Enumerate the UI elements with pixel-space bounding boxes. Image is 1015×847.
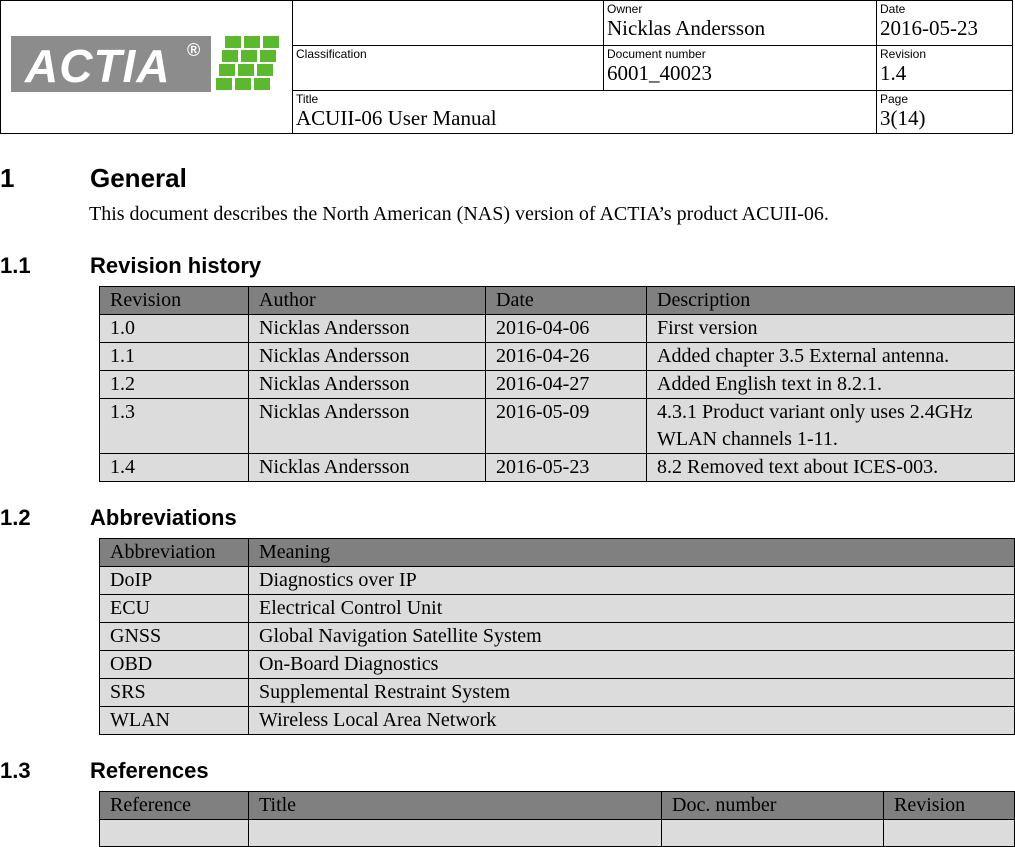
title-cell: [293, 91, 877, 134]
table-cell: Added chapter 3.5 External antenna.: [647, 343, 1015, 371]
table-cell: 1.4: [100, 454, 249, 482]
table-cell: Supplemental Restraint System: [249, 679, 1015, 707]
actia-logo: [11, 32, 283, 98]
table-cell: GNSS: [100, 623, 249, 651]
column-header: Revision: [100, 287, 249, 315]
column-header: Abbreviation: [100, 539, 249, 567]
page-value: 3(14): [880, 106, 926, 130]
table-cell: 2016-04-27: [486, 371, 647, 399]
table-row: [100, 399, 1015, 454]
table-header-row: [100, 792, 1015, 820]
section-number: 1.3: [0, 758, 31, 783]
table-cell: Electrical Control Unit: [249, 595, 1015, 623]
table-cell: Nicklas Andersson: [249, 371, 486, 399]
revision-label: Revision: [880, 47, 927, 61]
logo-cell: [1, 1, 293, 134]
title-label: Title: [296, 92, 319, 106]
section-1-2-heading: [0, 505, 400, 531]
title-value: ACUII-06 User Manual: [296, 106, 497, 130]
page-cell: [877, 91, 1013, 134]
column-header: Title: [249, 792, 662, 820]
table-cell: Nicklas Andersson: [249, 343, 486, 371]
table-cell: 2016-05-09: [486, 399, 647, 454]
section-title: References: [90, 758, 209, 783]
table-row: [100, 371, 1015, 399]
svg-text:ACTIA: ACTIA: [24, 39, 171, 92]
page-label: Page: [880, 92, 909, 106]
table-cell: Nicklas Andersson: [249, 399, 486, 454]
table-cell: First version: [647, 315, 1015, 343]
table-cell: Nicklas Andersson: [249, 454, 486, 482]
column-header: Reference: [100, 792, 249, 820]
table-cell: 1.3: [100, 399, 249, 454]
table-cell: ECU: [100, 595, 249, 623]
references-table: [99, 791, 1015, 847]
table-row: [100, 454, 1015, 482]
table-cell: 1.2: [100, 371, 249, 399]
table-cell: Wireless Local Area Network: [249, 707, 1015, 735]
table-cell: 2016-04-26: [486, 343, 647, 371]
actia-logo-graphic: [11, 32, 283, 98]
table-cell: Diagnostics over IP: [249, 567, 1015, 595]
column-header: Date: [486, 287, 647, 315]
svg-text:®: ®: [186, 39, 200, 60]
section-title: Revision history: [90, 253, 262, 278]
table-row: [100, 679, 1015, 707]
column-header: Revision: [884, 792, 1015, 820]
table-cell: 2016-04-06: [486, 315, 647, 343]
revision-value: 1.4: [880, 61, 907, 85]
table-cell: 2016-05-23: [486, 454, 647, 482]
section-title: Abbreviations: [90, 505, 237, 530]
table-cell: 1.0: [100, 315, 249, 343]
section-number: 1: [0, 163, 15, 193]
docnum-cell: [604, 46, 877, 91]
table-cell: [249, 820, 662, 847]
table-cell: SRS: [100, 679, 249, 707]
docnum-value: 6001_40023: [607, 61, 712, 85]
column-header: Doc. number: [662, 792, 884, 820]
docnum-label: Document number: [607, 47, 706, 61]
section-1-paragraph: This document describes the North American (NAS) version of ACTIA’s product ACUII-06.: [89, 203, 829, 225]
abbreviations-table: [99, 538, 1015, 735]
table-cell: On-Board Diagnostics: [249, 651, 1015, 679]
section-1-3-heading: [0, 758, 400, 784]
table-cell: 4.3.1 Product variant only uses 2.4GHz WLAN channels 1-11.: [647, 399, 1015, 454]
table-cell: Added English text in 8.2.1.: [647, 371, 1015, 399]
table-row: [100, 820, 1015, 847]
table-header-row: [100, 539, 1015, 567]
section-1-heading: [0, 163, 400, 193]
section-number: 1.2: [0, 505, 31, 530]
table-row: [100, 651, 1015, 679]
table-header-row: [100, 287, 1015, 315]
classification-label: Classification: [296, 47, 367, 61]
table-row: [100, 623, 1015, 651]
column-header: Meaning: [249, 539, 1015, 567]
section-1-1-heading: [0, 253, 400, 279]
table-row: [100, 567, 1015, 595]
date-label: Date: [880, 2, 906, 16]
table-cell: DoIP: [100, 567, 249, 595]
header-blank-cell: [293, 1, 604, 46]
owner-cell: [604, 1, 877, 46]
table-row: [100, 315, 1015, 343]
classification-cell: [293, 46, 604, 91]
document-header: [0, 0, 1013, 134]
revision-history-table: [99, 286, 1015, 482]
table-cell: 1.1: [100, 343, 249, 371]
revision-cell: [877, 46, 1013, 91]
table-cell: 8.2 Removed text about ICES-003.: [647, 454, 1015, 482]
table-row: [100, 343, 1015, 371]
table-cell: OBD: [100, 651, 249, 679]
section-number: 1.1: [0, 253, 31, 278]
column-header: Author: [249, 287, 486, 315]
owner-value: Nicklas Andersson: [607, 16, 766, 40]
section-title: General: [90, 163, 187, 193]
owner-label: Owner: [607, 2, 643, 16]
table-cell: [884, 820, 1015, 847]
table-cell: Nicklas Andersson: [249, 315, 486, 343]
table-cell: WLAN: [100, 707, 249, 735]
table-row: [100, 595, 1015, 623]
table-cell: Global Navigation Satellite System: [249, 623, 1015, 651]
date-cell: [877, 1, 1013, 46]
table-cell: [662, 820, 884, 847]
table-row: [100, 707, 1015, 735]
column-header: Description: [647, 287, 1015, 315]
table-cell: [100, 820, 249, 847]
date-value: 2016-05-23: [880, 16, 978, 40]
